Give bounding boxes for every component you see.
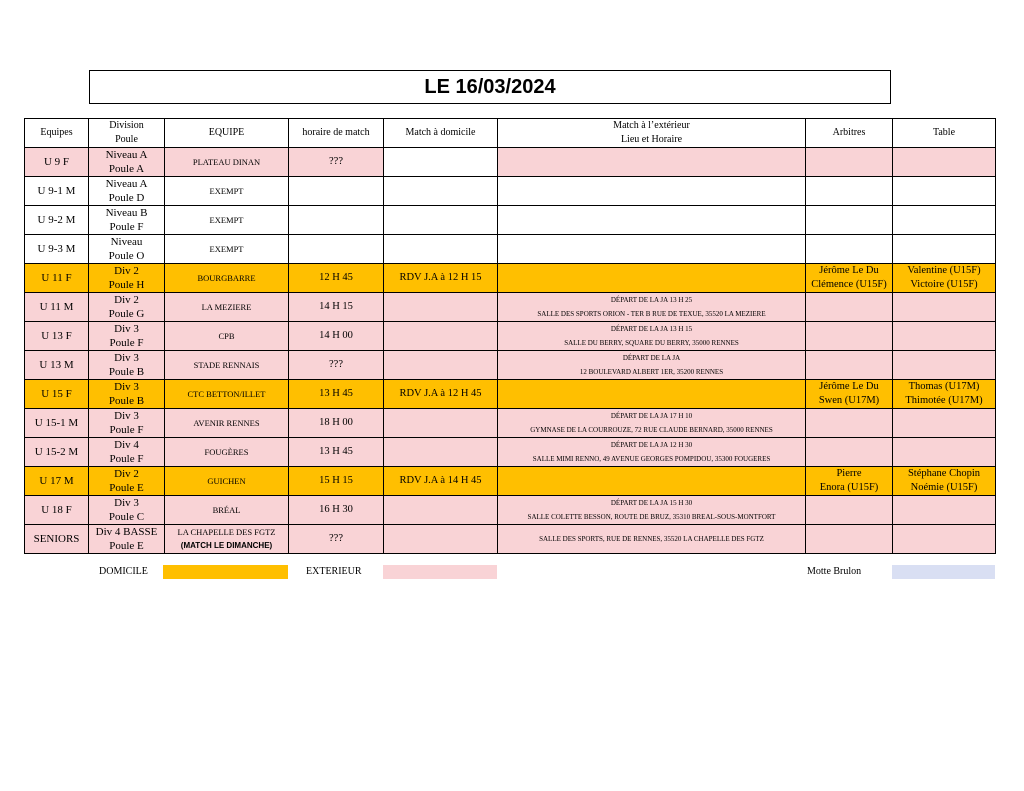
opponent-cell <box>165 409 289 438</box>
match-time-cell <box>289 496 384 525</box>
division-cell <box>89 351 165 380</box>
table-official-2: Victoire (U15F) <box>910 279 978 290</box>
team-cell <box>25 525 89 554</box>
table-officials-cell <box>893 467 996 496</box>
away-departure: DÉPART DE LA JA 13 H 25 <box>610 296 693 304</box>
referees-cell <box>806 467 893 496</box>
division-cell <box>89 438 165 467</box>
division-pool: Poule F <box>109 424 144 436</box>
legend-domicile-label: DOMICILE <box>99 566 148 577</box>
division-level: Div 2 <box>114 294 139 306</box>
table-officials-cell <box>893 496 996 525</box>
team-cell <box>25 438 89 467</box>
table-officials-cell <box>893 438 996 467</box>
header-domicile: Match à domicile <box>384 119 498 148</box>
match-time-cell <box>289 322 384 351</box>
division-cell <box>89 148 165 177</box>
table-officials-cell <box>893 235 996 264</box>
division-cell <box>89 496 165 525</box>
away-match-cell <box>498 206 806 235</box>
away-venue: SALLE DES SPORTS, RUE DE RENNES, 35520 LA CHAPELLE DES FGTZ <box>539 535 764 543</box>
division-pool: Poule F <box>109 453 144 465</box>
team-cell <box>25 409 89 438</box>
table-row <box>25 467 996 496</box>
division-pool: Poule E <box>109 540 144 552</box>
team-name: U 17 M <box>39 475 74 487</box>
away-match-cell <box>498 264 806 293</box>
table-row <box>25 206 996 235</box>
away-venue: SALLE COLETTE BESSON, ROUTE DE BRUZ, 35310 BREAL-SOUS-MONTFORT <box>527 513 776 521</box>
match-time-cell <box>289 293 384 322</box>
division-pool: Poule A <box>108 163 145 175</box>
division-cell <box>89 177 165 206</box>
team-name: U 13 M <box>39 359 74 371</box>
opponent-name: EXEMPT <box>209 215 244 225</box>
header-equipes: Equipes <box>25 119 89 148</box>
away-departure: DÉPART DE LA JA 17 H 10 <box>610 412 693 420</box>
away-departure: DÉPART DE LA JA <box>622 354 681 362</box>
away-venue: GYMNASE DE LA COURROUZE, 72 RUE CLAUDE BERNARD, 35000 RENNES <box>530 426 773 434</box>
referees-cell <box>806 409 893 438</box>
table-officials-cell <box>893 177 996 206</box>
division-pool: Poule C <box>108 511 145 523</box>
opponent-cell <box>165 148 289 177</box>
division-level: Niveau <box>110 236 143 248</box>
opponent-name: LA MEZIERE <box>201 302 252 312</box>
away-venue: SALLE MIMI RENNO, 49 AVENUE GEORGES POMPIDOU, 35300 FOUGERES <box>532 455 771 463</box>
team-name: U 18 F <box>41 504 72 516</box>
division-cell <box>89 380 165 409</box>
team-cell <box>25 235 89 264</box>
division-pool: Poule B <box>108 366 145 378</box>
match-time: 13 H 45 <box>319 446 353 457</box>
division-pool: Poule F <box>109 221 144 233</box>
match-time-cell <box>289 206 384 235</box>
away-departure: DÉPART DE LA JA 13 H 15 <box>610 325 693 333</box>
away-match-cell <box>498 496 806 525</box>
table-official-1: Thomas (U17M) <box>908 381 980 392</box>
referee-1: Pierre <box>836 468 862 479</box>
home-match-cell <box>384 206 498 235</box>
opponent-cell <box>165 525 289 554</box>
table-official-1: Valentine (U15F) <box>907 265 981 276</box>
home-match-cell <box>384 322 498 351</box>
table-row <box>25 380 996 409</box>
referee-1: Jérôme Le Du <box>819 265 879 276</box>
team-cell <box>25 380 89 409</box>
match-time-cell <box>289 467 384 496</box>
match-time: ??? <box>329 156 343 167</box>
division-level: Div 3 <box>114 497 139 509</box>
team-name: U 15-1 M <box>34 417 79 429</box>
referees-cell <box>806 496 893 525</box>
referees-cell <box>806 177 893 206</box>
table-official-2: Thimotée (U17M) <box>905 395 983 406</box>
division-cell <box>89 409 165 438</box>
opponent-name: EXEMPT <box>209 244 244 254</box>
page-title-box <box>89 70 891 104</box>
division-level: Niveau B <box>105 207 148 219</box>
table-row <box>25 177 996 206</box>
table-officials-cell <box>893 148 996 177</box>
referee-2: Swen (U17M) <box>818 395 880 406</box>
table-row <box>25 525 996 554</box>
header-table: Table <box>893 119 996 148</box>
team-name: SENIORS <box>33 533 80 545</box>
match-time: 12 H 45 <box>319 272 353 283</box>
referees-cell <box>806 206 893 235</box>
referees-cell <box>806 264 893 293</box>
division-level: Div 2 <box>114 265 139 277</box>
division-cell <box>89 525 165 554</box>
team-cell <box>25 148 89 177</box>
home-match-cell <box>384 293 498 322</box>
division-level: Div 3 <box>114 352 139 364</box>
referees-cell <box>806 438 893 467</box>
table-officials-cell <box>893 322 996 351</box>
match-time: 14 H 15 <box>319 301 353 312</box>
division-level: Div 4 <box>114 439 139 451</box>
home-match-cell <box>384 148 498 177</box>
referee-2: Clémence (U15F) <box>811 279 887 290</box>
opponent-cell <box>165 264 289 293</box>
opponent-name: EXEMPT <box>209 186 244 196</box>
home-match-cell <box>384 409 498 438</box>
opponent-name: GUICHEN <box>207 476 246 486</box>
opponent-cell <box>165 380 289 409</box>
home-match-cell <box>384 351 498 380</box>
home-rdv: RDV J.A à 12 H 45 <box>399 388 482 399</box>
match-time: 13 H 45 <box>319 388 353 399</box>
referees-cell <box>806 148 893 177</box>
away-match-cell <box>498 322 806 351</box>
division-cell <box>89 322 165 351</box>
team-name: U 11 F <box>41 272 72 284</box>
team-name: U 15 F <box>41 388 72 400</box>
table-row <box>25 409 996 438</box>
division-level: Niveau A <box>105 149 148 161</box>
team-cell <box>25 322 89 351</box>
division-level: Div 3 <box>114 381 139 393</box>
referees-cell <box>806 351 893 380</box>
team-cell <box>25 351 89 380</box>
table-official-2: Noémie (U15F) <box>910 482 978 493</box>
opponent-cell <box>165 235 289 264</box>
header-division-line1: Division <box>109 120 144 131</box>
referee-1: Jérôme Le Du <box>819 381 879 392</box>
away-departure: DÉPART DE LA JA 12 H 30 <box>610 441 693 449</box>
table-row <box>25 322 996 351</box>
opponent-name: STADE RENNAIS <box>193 360 260 370</box>
schedule-table <box>24 118 996 554</box>
page-title: LE 16/03/2024 <box>424 75 556 98</box>
team-cell <box>25 496 89 525</box>
division-pool: Poule B <box>108 395 145 407</box>
away-venue: 12 BOULEVARD ALBERT 1ER, 35200 RENNES <box>579 368 724 376</box>
opponent-name: CPB <box>218 331 235 341</box>
header-division <box>89 119 165 148</box>
division-level: Div 3 <box>114 323 139 335</box>
legend-domicile-swatch <box>163 565 288 579</box>
opponent-name: BOURGBARRE <box>197 273 256 283</box>
team-name: U 13 F <box>41 330 72 342</box>
match-time: 15 H 15 <box>319 475 353 486</box>
match-time-cell <box>289 264 384 293</box>
away-match-cell <box>498 525 806 554</box>
team-cell <box>25 206 89 235</box>
opponent-cell <box>165 177 289 206</box>
match-time-cell <box>289 438 384 467</box>
legend-exterieur-label: EXTERIEUR <box>306 566 362 577</box>
division-level: Div 4 BASSE <box>95 526 158 538</box>
home-rdv: RDV J.A à 12 H 15 <box>399 272 482 283</box>
away-departure: DÉPART DE LA JA 15 H 30 <box>610 499 693 507</box>
division-level: Div 3 <box>114 410 139 422</box>
home-match-cell <box>384 496 498 525</box>
opponent-cell <box>165 496 289 525</box>
away-match-cell <box>498 148 806 177</box>
header-equipe: EQUIPE <box>165 119 289 148</box>
away-match-cell <box>498 235 806 264</box>
table-row <box>25 293 996 322</box>
header-division-line2: Poule <box>115 134 138 145</box>
team-name: U 11 M <box>39 301 74 313</box>
referees-cell <box>806 322 893 351</box>
table-officials-cell <box>893 525 996 554</box>
table-row <box>25 438 996 467</box>
opponent-cell <box>165 293 289 322</box>
home-match-cell <box>384 525 498 554</box>
home-match-cell <box>384 177 498 206</box>
opponent-cell <box>165 322 289 351</box>
table-officials-cell <box>893 409 996 438</box>
header-exterieur <box>498 119 806 148</box>
home-match-cell <box>384 264 498 293</box>
header-row <box>25 119 996 148</box>
table-row <box>25 235 996 264</box>
table-officials-cell <box>893 351 996 380</box>
table-row <box>25 148 996 177</box>
table-officials-cell <box>893 264 996 293</box>
referees-cell <box>806 380 893 409</box>
division-pool: Poule H <box>108 279 145 291</box>
team-cell <box>25 177 89 206</box>
division-level: Div 2 <box>114 468 139 480</box>
match-time-cell <box>289 235 384 264</box>
match-time-cell <box>289 351 384 380</box>
match-time: ??? <box>329 533 343 544</box>
team-name: U 9-1 M <box>37 185 76 197</box>
division-pool: Poule O <box>108 250 145 262</box>
referees-cell <box>806 293 893 322</box>
referees-cell <box>806 525 893 554</box>
team-name: U 9-3 M <box>37 243 76 255</box>
header-exterieur-line1: Match à l’extérieur <box>613 120 690 131</box>
away-match-cell <box>498 177 806 206</box>
away-match-cell <box>498 380 806 409</box>
division-cell <box>89 293 165 322</box>
home-match-cell <box>384 438 498 467</box>
table-row <box>25 496 996 525</box>
team-cell <box>25 293 89 322</box>
table-officials-cell <box>893 380 996 409</box>
opponent-name: FOUGÈRES <box>204 447 249 457</box>
table-official-1: Stéphane Chopin <box>907 468 981 479</box>
match-time-cell <box>289 380 384 409</box>
match-time: ??? <box>329 359 343 370</box>
division-pool: Poule G <box>108 308 145 320</box>
team-name: U 9 F <box>43 156 70 168</box>
table-row <box>25 264 996 293</box>
division-pool: Poule D <box>108 192 145 204</box>
team-cell <box>25 264 89 293</box>
opponent-name: LA CHAPELLE DES FGTZ <box>177 527 276 537</box>
team-name: U 9-2 M <box>37 214 76 226</box>
away-venue: SALLE DES SPORTS ORION - TER B RUE DE TEXUE, 35520 LA MEZIERE <box>537 310 766 318</box>
division-cell <box>89 235 165 264</box>
match-time-cell <box>289 409 384 438</box>
home-match-cell <box>384 467 498 496</box>
division-level: Niveau A <box>105 178 148 190</box>
table-officials-cell <box>893 206 996 235</box>
opponent-name: CTC BETTON/ILLET <box>187 389 266 399</box>
opponent-cell <box>165 467 289 496</box>
header-exterieur-line2: Lieu et Horaire <box>620 134 683 145</box>
away-match-cell <box>498 467 806 496</box>
match-time: 16 H 30 <box>319 504 353 515</box>
away-venue: SALLE DU BERRY, SQUARE DU BERRY, 35000 RENNES <box>564 339 739 347</box>
legend-motte-label: Motte Brulon <box>807 566 862 577</box>
table-row <box>25 351 996 380</box>
opponent-note: (MATCH LE DIMANCHE) <box>180 541 273 550</box>
opponent-cell <box>165 438 289 467</box>
legend-exterieur-swatch <box>383 565 497 579</box>
away-match-cell <box>498 409 806 438</box>
opponent-name: PLATEAU DINAN <box>192 157 261 167</box>
opponent-cell <box>165 206 289 235</box>
division-pool: Poule E <box>109 482 144 494</box>
match-time: 14 H 00 <box>319 330 353 341</box>
team-cell <box>25 467 89 496</box>
division-cell <box>89 206 165 235</box>
division-cell <box>89 467 165 496</box>
match-time-cell <box>289 525 384 554</box>
match-time-cell <box>289 177 384 206</box>
opponent-name: AVENIR RENNES <box>193 418 260 428</box>
division-pool: Poule F <box>109 337 144 349</box>
opponent-name: BRÉAL <box>212 505 241 515</box>
legend-motte-swatch <box>892 565 995 579</box>
away-match-cell <box>498 438 806 467</box>
division-cell <box>89 264 165 293</box>
away-match-cell <box>498 351 806 380</box>
schedule-body <box>25 148 996 554</box>
header-horaire: horaire de match <box>289 119 384 148</box>
opponent-cell <box>165 351 289 380</box>
home-match-cell <box>384 380 498 409</box>
match-time-cell <box>289 148 384 177</box>
match-time: 18 H 00 <box>319 417 353 428</box>
header-arbitres: Arbitres <box>806 119 893 148</box>
home-match-cell <box>384 235 498 264</box>
away-match-cell <box>498 293 806 322</box>
table-officials-cell <box>893 293 996 322</box>
referee-2: Enora (U15F) <box>819 482 879 493</box>
team-name: U 15-2 M <box>34 446 79 458</box>
referees-cell <box>806 235 893 264</box>
home-rdv: RDV J.A à 14 H 45 <box>399 475 482 486</box>
